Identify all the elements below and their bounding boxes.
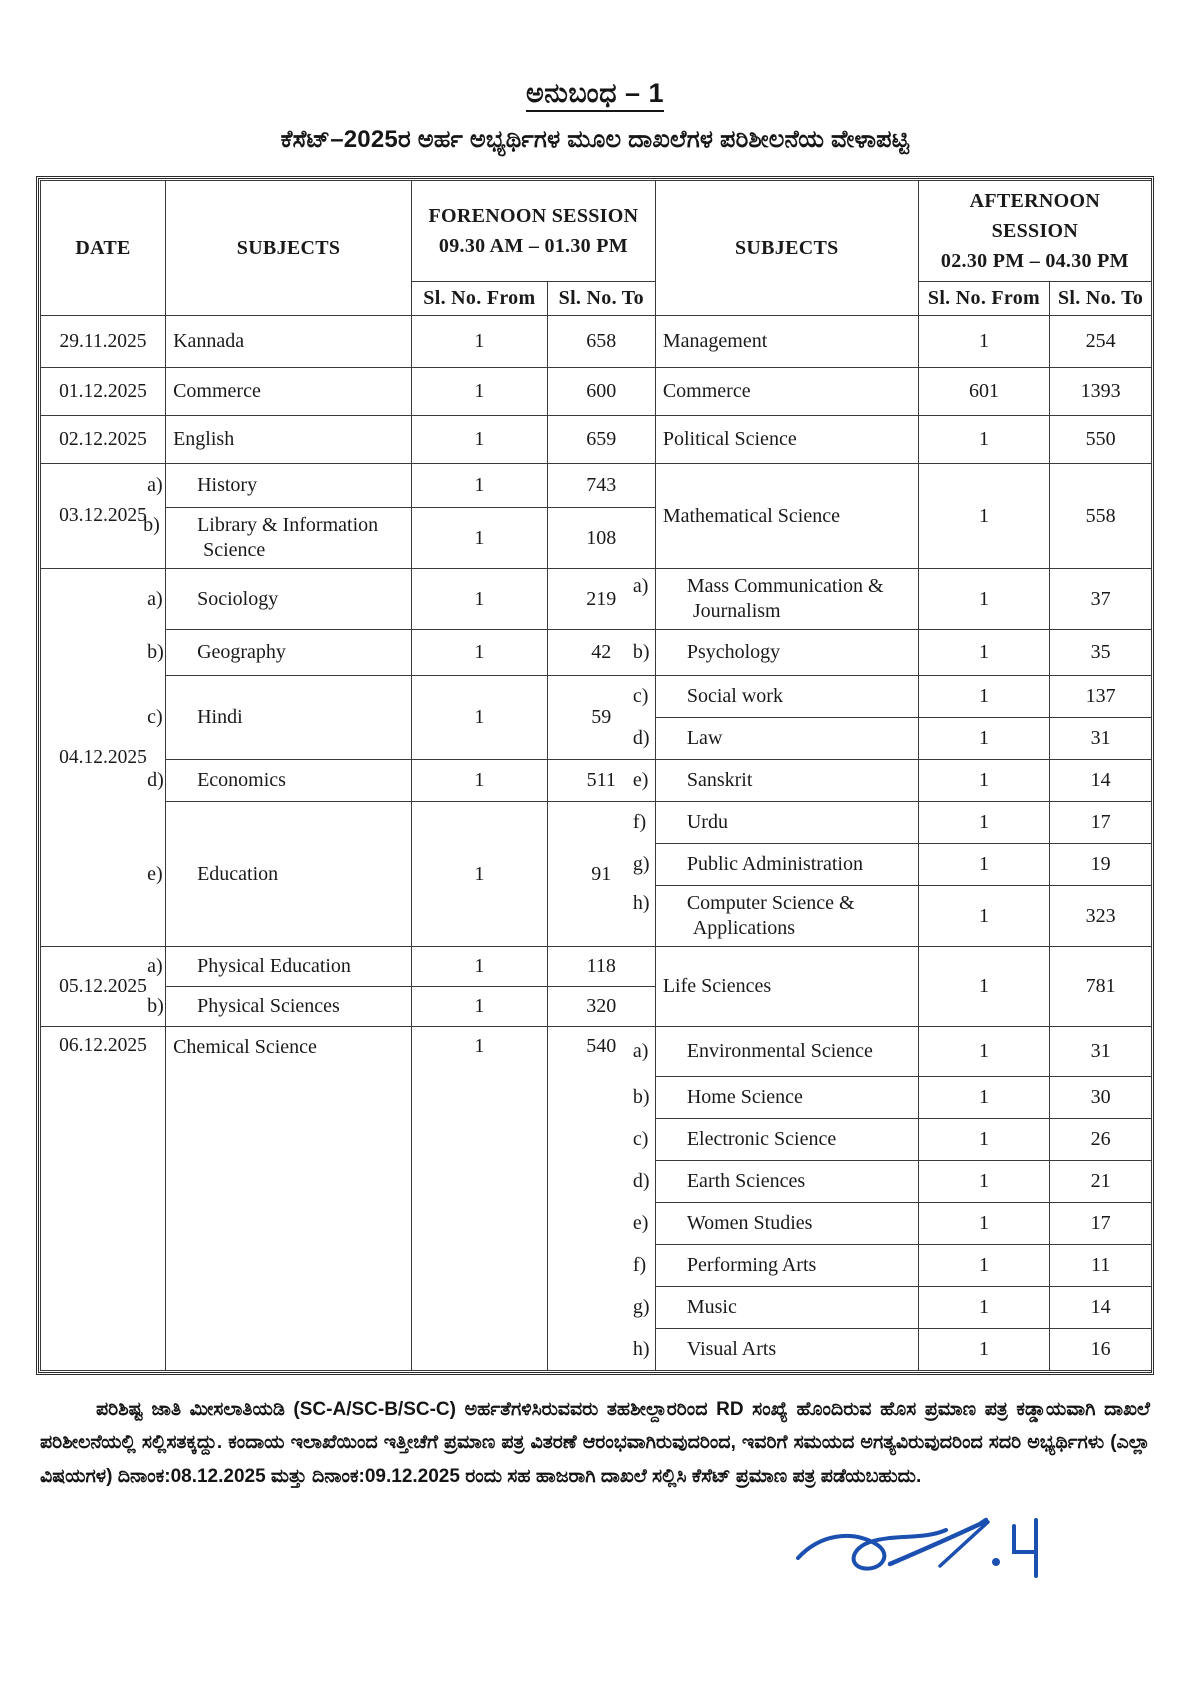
cell-fn-subject — [147, 802, 412, 947]
item-label: a) — [147, 955, 163, 977]
cell-an-subject — [632, 630, 918, 676]
cell-date: 29.11.2025 — [41, 316, 166, 368]
cell-fn-subject: Kannada — [166, 316, 412, 368]
cell-fn-subject — [147, 630, 412, 676]
cell-an-to: 254 — [1050, 316, 1152, 368]
cell-an-from: 1 — [918, 630, 1049, 676]
item-label: a) — [147, 587, 163, 610]
cell-an-from: 1 — [918, 1077, 1049, 1119]
cell-an-from: 1 — [918, 886, 1049, 947]
header-subjects-forenoon: SUBJECTS — [166, 181, 412, 316]
cell-fn-from: 1 — [412, 316, 548, 368]
cell-an-subject — [632, 1161, 918, 1203]
signature-area — [790, 1500, 1050, 1610]
item-text: Sociology — [197, 587, 279, 610]
item-label: a) — [632, 575, 649, 597]
cell-an-to: 21 — [1050, 1161, 1152, 1203]
cell-an-subject — [632, 1077, 918, 1119]
cell-fn-from: 1 — [412, 630, 548, 676]
cell-date: 03.12.2025 — [41, 464, 166, 569]
item-text: Environmental Science — [686, 1040, 873, 1062]
item-label: d) — [147, 769, 164, 791]
cell-an-subject: Commerce — [655, 368, 918, 416]
cell-fn-subject: English — [166, 416, 412, 464]
cell-an-to: 11 — [1050, 1245, 1152, 1287]
cell-fn-from: 1 — [412, 987, 548, 1027]
cell-an-subject — [632, 569, 918, 630]
item-text: Education — [197, 862, 279, 885]
cell-fn-from: 1 — [412, 760, 548, 802]
subject-entry — [632, 1127, 911, 1152]
cell-fn-subject: Commerce — [166, 368, 412, 416]
cell-fn-to: 511 — [547, 760, 655, 802]
cell-an-to: 17 — [1050, 1203, 1152, 1245]
cell-fn-subject — [143, 508, 412, 569]
item-label: c) — [632, 1128, 649, 1150]
annexure-title-text: ಅನುಬಂಧ – 1 — [526, 78, 664, 112]
cell-fn-subject — [147, 760, 412, 802]
footer-note-reservation-codes: (SC-A/SC-B/SC-C) — [293, 1399, 456, 1420]
subject-entry — [147, 862, 404, 887]
subject-entry — [143, 513, 404, 563]
cell-an-from: 1 — [918, 1027, 1049, 1077]
item-label: d) — [632, 1170, 650, 1192]
cell-an-from: 1 — [918, 416, 1049, 464]
cell-fn-to: 219 — [547, 569, 655, 630]
cell-an-subject — [632, 1119, 918, 1161]
subject-entry — [632, 1337, 911, 1362]
cell-an-to: 31 — [1050, 718, 1152, 760]
item-label: g) — [632, 853, 650, 875]
item-label: b) — [147, 995, 164, 1017]
cell-fn-subject — [147, 569, 412, 630]
cell-an-from: 1 — [918, 1287, 1049, 1329]
item-label: e) — [147, 862, 163, 885]
table-row — [41, 802, 1152, 844]
cell-an-to: 14 — [1050, 1287, 1152, 1329]
header-date: DATE — [41, 181, 166, 316]
item-text: Public Administration — [686, 853, 863, 875]
cell-an-subject — [632, 676, 918, 718]
item-text: Computer Science & Applications — [686, 892, 855, 939]
item-text: Geography — [197, 641, 286, 663]
subject-entry — [632, 640, 911, 665]
cell-an-to: 17 — [1050, 802, 1152, 844]
forenoon-session-time: 09.30 AM – 01.30 PM — [438, 235, 628, 257]
item-label: g) — [632, 1296, 650, 1318]
afternoon-session-label: AFTERNOON SESSION — [969, 190, 1101, 242]
subject-entry — [632, 1211, 911, 1236]
table-row — [41, 760, 1152, 802]
cell-an-to: 37 — [1050, 569, 1152, 630]
subject-entry — [147, 473, 404, 498]
cell-an-to: 16 — [1050, 1329, 1152, 1371]
item-label: c) — [147, 706, 163, 728]
subject-entry — [632, 1085, 911, 1110]
document-subtitle: ಕೆಸೆಟ್–2025ರ ಅರ್ಹ ಅಭ್ಯರ್ಥಿಗಳ ಮೂಲ ದಾಖಲೆಗಳ ಪರಿಶೀಲನೆಯ ವೇಳಾಪಟ್ಟಿ — [280, 126, 910, 153]
cell-an-from: 1 — [918, 1161, 1049, 1203]
cell-fn-from: 1 — [412, 1027, 548, 1371]
cell-fn-subject — [147, 464, 412, 508]
cell-date: 01.12.2025 — [41, 368, 166, 416]
item-text: Urdu — [686, 811, 728, 833]
cell-an-from: 601 — [918, 368, 1049, 416]
cell-fn-from: 1 — [412, 464, 548, 508]
footer-note — [40, 1393, 1150, 1493]
cell-an-to: 31 — [1050, 1027, 1152, 1077]
cell-fn-to: 108 — [547, 508, 655, 569]
cell-date: 02.12.2025 — [41, 416, 166, 464]
cell-an-to: 558 — [1050, 464, 1152, 569]
item-label: b) — [632, 1086, 650, 1108]
item-text: Home Science — [686, 1086, 803, 1108]
subject-entry — [147, 954, 404, 979]
cell-an-from: 1 — [918, 1119, 1049, 1161]
item-label: e) — [632, 1212, 649, 1234]
cell-an-to: 30 — [1050, 1077, 1152, 1119]
cell-fn-to: 118 — [547, 947, 655, 987]
item-text: Social work — [686, 685, 783, 707]
table-row — [41, 676, 1152, 718]
header-forenoon-session — [412, 181, 656, 282]
cell-an-subject: Life Sciences — [655, 947, 918, 1027]
cell-an-from: 1 — [918, 464, 1049, 569]
cell-an-subject — [632, 760, 918, 802]
item-text: Electronic Science — [686, 1128, 837, 1150]
item-text: Sanskrit — [686, 769, 753, 791]
cell-fn-to: 540 — [547, 1027, 655, 1371]
item-label: b) — [147, 641, 164, 663]
cell-fn-subject — [147, 676, 412, 760]
schedule-table — [40, 180, 1152, 1371]
subject-entry — [632, 574, 911, 624]
table-body — [41, 316, 1152, 1371]
cell-fn-subject — [147, 947, 412, 987]
item-text: Law — [686, 727, 723, 749]
subject-entry — [632, 891, 911, 941]
cell-an-to: 1393 — [1050, 368, 1152, 416]
item-text: History — [197, 474, 258, 496]
subject-entry — [147, 587, 404, 612]
cell-an-from: 1 — [918, 1203, 1049, 1245]
table-row — [41, 630, 1152, 676]
item-text: Women Studies — [686, 1212, 813, 1234]
item-label: b) — [632, 641, 650, 663]
item-text: Music — [686, 1296, 737, 1318]
item-label: a) — [632, 1040, 649, 1062]
cell-fn-subject: Chemical Science — [166, 1027, 412, 1371]
signature-mark — [790, 1500, 1050, 1610]
cell-an-subject — [632, 1329, 918, 1371]
item-text: Economics — [197, 769, 286, 791]
header-an-sl-to: Sl. No. To — [1050, 282, 1152, 316]
header-row-main — [41, 181, 1152, 282]
cell-an-subject: Management — [655, 316, 918, 368]
item-label: c) — [632, 685, 649, 707]
cell-an-from: 1 — [918, 1329, 1049, 1371]
table-row — [41, 316, 1152, 368]
cell-date: 06.12.2025 — [41, 1027, 166, 1371]
cell-date: 05.12.2025 — [41, 947, 166, 1027]
item-label: e) — [632, 769, 649, 791]
cell-an-to: 26 — [1050, 1119, 1152, 1161]
item-text: Psychology — [686, 641, 781, 663]
cell-an-to: 323 — [1050, 886, 1152, 947]
cell-an-subject — [632, 1203, 918, 1245]
table-head — [41, 181, 1152, 316]
cell-an-subject — [632, 718, 918, 760]
subject-entry — [632, 852, 911, 877]
afternoon-session-time: 02.30 PM – 04.30 PM — [940, 250, 1129, 272]
header-fn-sl-from: Sl. No. From — [412, 282, 548, 316]
cell-an-to: 781 — [1050, 947, 1152, 1027]
cell-an-subject — [632, 844, 918, 886]
subject-entry — [632, 684, 911, 709]
table-row — [41, 569, 1152, 630]
header-subjects-afternoon: SUBJECTS — [655, 181, 918, 316]
cell-an-subject: Mathematical Science — [655, 464, 918, 569]
cell-an-from: 1 — [918, 947, 1049, 1027]
item-text: Mass Communication & Journalism — [686, 575, 884, 622]
cell-an-from: 1 — [918, 316, 1049, 368]
table-row — [41, 368, 1152, 416]
cell-an-subject — [632, 1287, 918, 1329]
header-afternoon-session — [918, 181, 1151, 282]
cell-fn-to: 659 — [547, 416, 655, 464]
item-text: Physical Education — [197, 955, 351, 977]
item-label: a) — [147, 474, 163, 496]
item-label: h) — [632, 1338, 650, 1360]
table-row — [41, 1027, 1152, 1077]
cell-an-to: 19 — [1050, 844, 1152, 886]
cell-fn-to: 600 — [547, 368, 655, 416]
cell-fn-to: 42 — [547, 630, 655, 676]
cell-an-from: 1 — [918, 569, 1049, 630]
table-row — [41, 416, 1152, 464]
item-text: Hindi — [197, 706, 243, 728]
table-row — [41, 947, 1152, 987]
cell-an-to: 14 — [1050, 760, 1152, 802]
item-label: f) — [632, 1254, 647, 1276]
footer-note-part1: ಪರಿಶಿಷ್ಟ ಜಾತಿ ಮೀಸಲಾತಿಯಡಿ — [96, 1399, 285, 1420]
annexure-title — [0, 78, 1190, 110]
cell-fn-to: 91 — [547, 802, 655, 947]
cell-fn-from: 1 — [412, 802, 548, 947]
cell-an-to: 137 — [1050, 676, 1152, 718]
cell-fn-from: 1 — [412, 416, 548, 464]
cell-an-to: 550 — [1050, 416, 1152, 464]
item-label: h) — [632, 892, 650, 914]
item-label: b) — [143, 514, 160, 536]
cell-fn-to: 658 — [547, 316, 655, 368]
cell-fn-from: 1 — [412, 569, 548, 630]
table-row — [41, 464, 1152, 508]
cell-fn-to: 59 — [547, 676, 655, 760]
cell-an-from: 1 — [918, 676, 1049, 718]
subject-entry — [632, 1253, 911, 1278]
subject-entry — [632, 810, 911, 835]
cell-an-subject: Political Science — [655, 416, 918, 464]
cell-fn-to: 320 — [547, 987, 655, 1027]
cell-an-from: 1 — [918, 718, 1049, 760]
cell-an-from: 1 — [918, 760, 1049, 802]
cell-fn-from: 1 — [412, 508, 548, 569]
cell-an-subject — [632, 1245, 918, 1287]
forenoon-session-label: FORENOON SESSION — [428, 205, 639, 227]
item-label: d) — [632, 727, 650, 749]
cell-fn-to: 743 — [547, 464, 655, 508]
cell-an-subject — [632, 886, 918, 947]
cell-fn-from: 1 — [412, 947, 548, 987]
subject-entry — [147, 705, 404, 730]
subject-entry — [632, 1295, 911, 1320]
cell-date: 04.12.2025 — [41, 569, 166, 947]
cell-an-subject — [632, 1027, 918, 1077]
item-label: f) — [632, 811, 647, 833]
subject-entry — [147, 994, 404, 1019]
subject-entry — [632, 1039, 911, 1064]
subject-entry — [632, 726, 911, 751]
cell-fn-subject — [147, 987, 412, 1027]
schedule-table-wrapper — [36, 176, 1154, 1375]
subject-entry — [632, 1169, 911, 1194]
item-text: Physical Sciences — [197, 995, 340, 1017]
subject-entry — [632, 768, 911, 793]
item-text: Earth Sciences — [686, 1170, 806, 1192]
cell-fn-from: 1 — [412, 676, 548, 760]
subject-entry — [147, 640, 404, 665]
cell-an-from: 1 — [918, 802, 1049, 844]
item-text: Performing Arts — [686, 1254, 817, 1276]
item-text: Library & Information Science — [197, 514, 379, 561]
cell-an-from: 1 — [918, 1245, 1049, 1287]
header-fn-sl-to: Sl. No. To — [547, 282, 655, 316]
item-text: Visual Arts — [686, 1338, 777, 1360]
header-an-sl-from: Sl. No. From — [918, 282, 1049, 316]
cell-an-from: 1 — [918, 844, 1049, 886]
footer-note-part2: ಅರ್ಹತೆಗಳಿಸಿರುವವರು ತಹಶೀಲ್ದಾರರಿಂದ RD ಸಂಖ್ಯೆ ಹೊಂದಿರುವ ಹೊಸ ಪ್ರಮಾಣ ಪತ್ರ ಕಡ್ಡಾಯವಾಗಿ ದಾಖಲೆ ಪರಿಶೀಲನೆಯಲ್ಲಿ ಸಲ್ಲಿಸತಕ್ಕದ್ದು. ಕಂದಾಯ ಇಲಾಖೆಯಿಂದ ಇತ್ತೀಚೆಗೆ ಪ್ರಮಾಣ ಪತ್ರ ವಿತರಣೆ ಆರಂಭವಾಗಿರುವುದರಿಂದ, ಇವರಿಗೆ ಸಮಯದ ಅಗತ್ಯವಿರುವುದರಿಂದ ಸದರಿ ಅಭ್ಯರ್ಥಿಗಳು (ಎಲ್ಲಾ ವಿಷಯಗಳ) ದಿನಾಂಕ:08.12.2025 ಮತ್ತು ದಿನಾಂಕ:09.12.2025 ರಂದು ಸಹ ಹಾಜರಾಗಿ ದಾಖಲೆ ಸಲ್ಲಿಸಿ ಕೆಸೆಟ್ ಪ್ರಮಾಣ ಪತ್ರ ಪಡೆಯಬಹುದು. — [40, 1399, 1151, 1487]
cell-fn-from: 1 — [412, 368, 548, 416]
cell-an-to: 35 — [1050, 630, 1152, 676]
subject-entry — [147, 768, 404, 793]
cell-an-subject — [632, 802, 918, 844]
